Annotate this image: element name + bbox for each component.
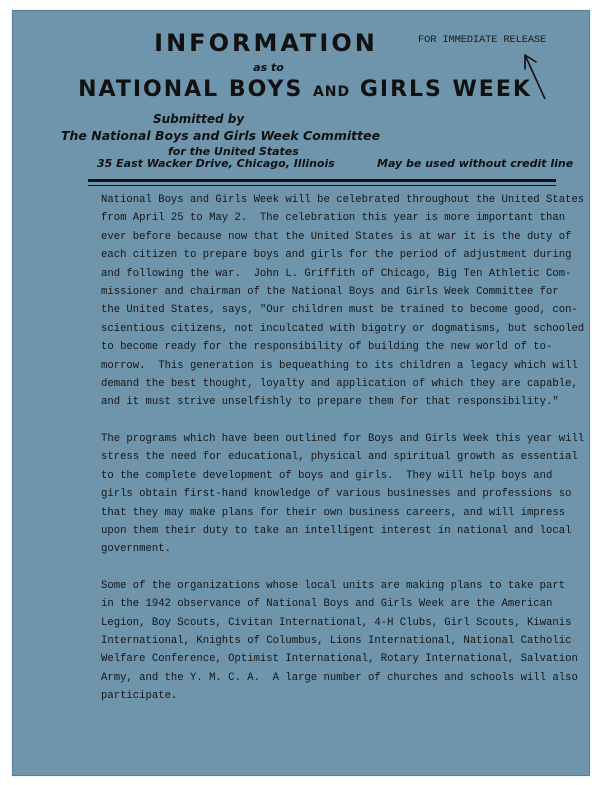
title-information: INFORMATION <box>154 29 378 57</box>
address: 35 East Wacker Drive, Chicago, Illinois <box>97 157 335 170</box>
committee-name: The National Boys and Girls Week Committee <box>61 128 381 143</box>
title-part-and: AND <box>312 84 351 100</box>
paragraph: Some of the organizations whose local units are making plans to take part in the 1942 observance of National Boys and Girls Week are the American Legion, Boy Scouts, Civitan International, 4-H Clubs, Girl Scouts, Kiwanis International, Knights of Columbus, Lions International, National Catholic Welfare Conference, Optimist International, Rotary International, Salvation Army, and the Y. M. C. A. A large number of churches and schools will also participate. <box>101 579 578 703</box>
divider-thin <box>88 185 556 186</box>
document-sheet <box>12 10 590 776</box>
title-part-girls-week: GIRLS WEEK <box>359 77 532 102</box>
title-national-boys-and-girls-week <box>13 77 589 102</box>
for-united-states: for the United States <box>168 145 299 158</box>
title-as-to: as to <box>253 61 284 74</box>
body-text <box>101 191 585 724</box>
divider-thick <box>88 179 556 182</box>
title-part-national-boys: NATIONAL BOYS <box>78 77 304 102</box>
paragraph: National Boys and Girls Week will be celebrated throughout the United States from April 25 to May 2. The celebration this year is more important than ever before because now that the United States is at war it is the duty of each citizen to prepare boys and girls for the period of adjustment during and following the war. John L. Griffith of Chicago, Big Ten Athletic Com- missioner and chairman of the National Boys and Girls Week Committee for the United States, says, "Our children must be trained to become good, con- scientious citizens, not inculcated with bigotry or dogmatisms, but schooled to become ready for the responsibility of building the new world of to- morrow. This generation is bequeathing to its children a legacy which will demand the best thought, loyalty and application of which they are capable, and it must strive unselfishly to prepare them for that responsibility." <box>101 194 585 409</box>
arrow-icon <box>521 47 551 107</box>
credit-line: May be used without credit line <box>377 157 574 170</box>
submitted-by: Submitted by <box>153 112 245 126</box>
release-note: FOR IMMEDIATE RELEASE <box>418 34 547 46</box>
paragraph: The programs which have been outlined for Boys and Girls Week this year will stress the need for educational, physical and spiritual growth as essential to the complete development of boys and girls. They will help boys and girls obtain first-hand knowledge of various businesses and professions so that they may make plans for their own business careers, and will impress upon them their duty to take an intelligent interest in national and local government. <box>101 432 585 556</box>
